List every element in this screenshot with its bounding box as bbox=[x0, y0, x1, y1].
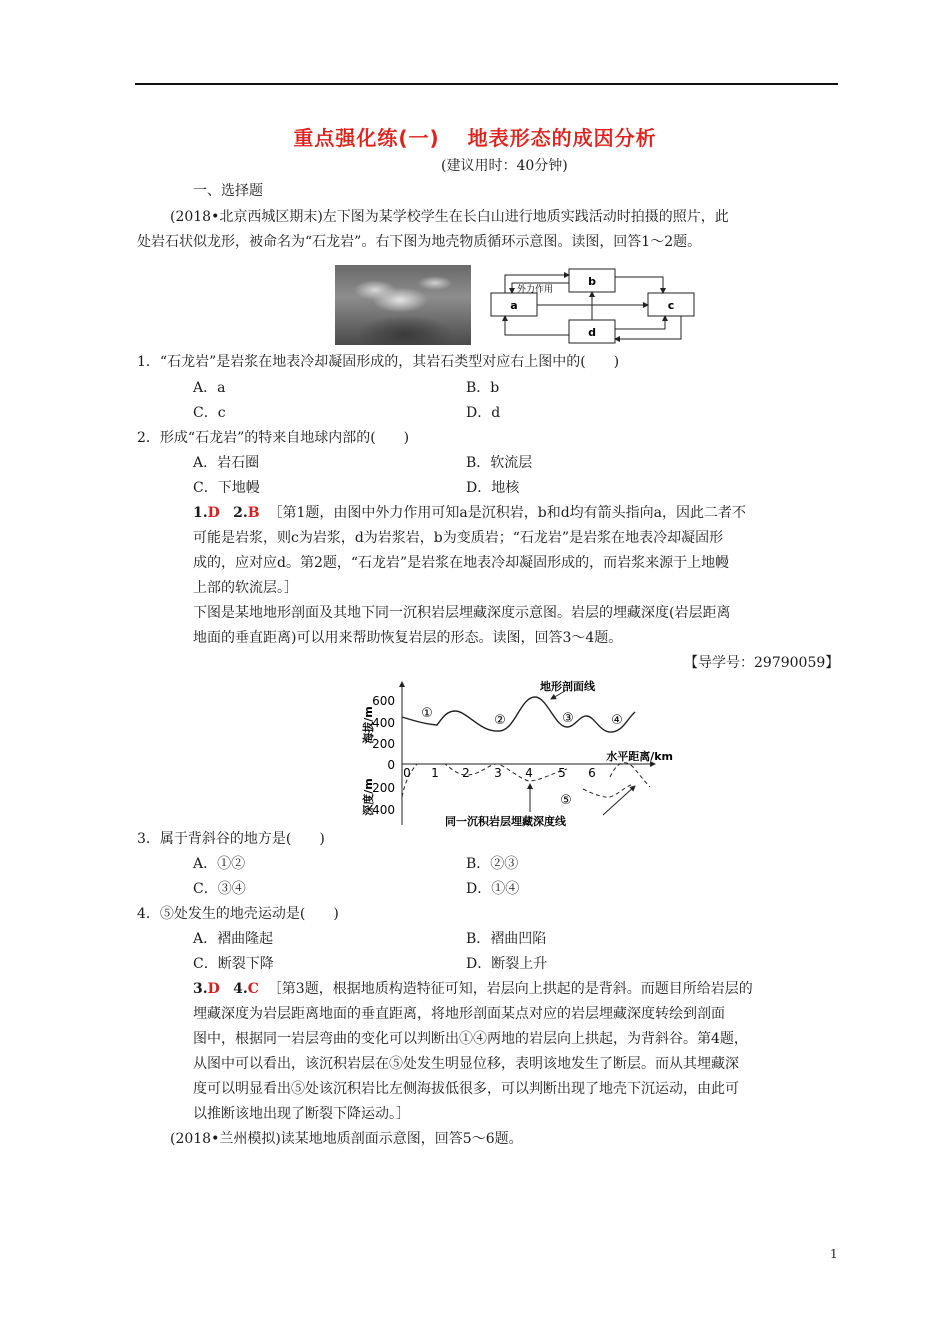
q2-option-d: D．地核 bbox=[466, 480, 520, 496]
box-b-label: b bbox=[588, 275, 596, 288]
answer12-line1 bbox=[193, 503, 746, 523]
depth-tick-400: 400 bbox=[372, 803, 395, 817]
answer34-line6: 以推断该地出现了断裂下降运动。］ bbox=[193, 1106, 410, 1122]
depth-line-left bbox=[402, 764, 567, 797]
terrain-profile-diagram bbox=[355, 677, 675, 827]
answer34-line3: 图中，根据同一岩层弯曲的变化可以判断出①④两地的岩层向上拱起，为背斜谷。第4题， bbox=[193, 1031, 748, 1047]
rock-cycle-diagram bbox=[485, 265, 695, 345]
answer34-line2: 埋藏深度为岩层距离地面的垂直距离，将地形剖面某点对应的岩层埋藏深度转绘到剖面 bbox=[193, 1006, 725, 1022]
marker-2: ② bbox=[494, 713, 506, 728]
y-tick-0: 0 bbox=[387, 758, 395, 772]
q1-option-b: B．b bbox=[466, 380, 500, 396]
q3-stem: 3．属于背斜谷的地方是( ) bbox=[137, 831, 325, 847]
answer4-key: C bbox=[247, 981, 259, 997]
answer12-line3: 成的，应对应d。第2题，“石龙岩”是岩浆在地表冷却凝固形成的，而岩浆来源于上地幔 bbox=[193, 555, 730, 571]
q1-stem: 1．“石龙岩”是岩浆在地表冷却凝固形成的，其岩石类型对应右上图中的( ) bbox=[137, 354, 620, 370]
stone-dragon-photo bbox=[335, 265, 471, 345]
depth-line-label: 同一沉积岩层埋藏深度线 bbox=[445, 815, 566, 827]
q1-option-d: D．d bbox=[466, 405, 501, 421]
title-part2: 地表形态的成因分析 bbox=[467, 126, 657, 150]
box-d-label: d bbox=[588, 326, 596, 339]
time-note: (建议用时：40分钟) bbox=[441, 158, 568, 174]
y-tick-200: 200 bbox=[372, 737, 395, 751]
section-heading: 一、选择题 bbox=[193, 183, 263, 199]
q2-option-c: C．下地幔 bbox=[193, 480, 260, 496]
terrain-line-label: 地形剖面线 bbox=[540, 680, 595, 693]
box-c-label: c bbox=[667, 299, 675, 312]
q4-option-b: B．褶曲凹陷 bbox=[466, 931, 547, 947]
x-tick-1: 1 bbox=[431, 766, 439, 780]
q4-option-a: A．褶曲隆起 bbox=[193, 931, 274, 947]
y-tick-600: 600 bbox=[372, 694, 395, 708]
marker-3: ③ bbox=[562, 711, 574, 726]
arrow-d-a bbox=[505, 316, 569, 335]
answer34-line1 bbox=[193, 979, 753, 999]
q3-option-c: C．③④ bbox=[193, 881, 246, 897]
answer12-line4: 上部的软流层。］ bbox=[193, 580, 298, 596]
answer12-line2: 可能是岩浆，则c为岩浆，d为岩浆岩，b为变质岩；“石龙岩”是岩浆在地表冷却凝固形 bbox=[193, 530, 724, 546]
q4-stem: 4．⑤处发生的地壳运动是( ) bbox=[137, 906, 339, 922]
title-part1: 重点强化练(一) bbox=[293, 126, 440, 150]
intro2-line1: 下图是某地地形剖面及其地下同一沉积岩层埋藏深度示意图。岩层的埋藏深度(岩层距离 bbox=[193, 605, 731, 621]
answer1-key: D bbox=[207, 505, 220, 521]
answer4-number: 4. bbox=[233, 981, 248, 997]
q2-stem: 2．形成“石龙岩”的特来自地球内部的( ) bbox=[137, 430, 410, 446]
answer3-number: 3. bbox=[193, 981, 208, 997]
intro2-line2: 地面的垂直距离)可以用来帮助恢复岩层的形态。读图，回答3～4题。 bbox=[193, 630, 623, 646]
answer34-text1: ［第3题，根据地质构造特征可知，岩层向上拱起的是背斜。而题目所给岩层的 bbox=[267, 981, 753, 997]
box-a-label: a bbox=[510, 299, 518, 312]
answer34-line5: 度可以明显看出⑤处该沉积岩比左侧海拔低很多，可以判断出现了地壳下沉运动，由此可 bbox=[193, 1081, 739, 1097]
terrain-profile-line bbox=[402, 697, 635, 732]
q4-option-c: C．断裂下降 bbox=[193, 956, 274, 972]
depth-line-fault-segment bbox=[583, 785, 631, 797]
x-tick-6: 6 bbox=[588, 766, 596, 780]
answer1-number: 1. bbox=[193, 505, 208, 521]
marker-4: ④ bbox=[611, 713, 623, 728]
intro1-line2: 处岩石状似龙形，被命名为“石龙岩”。右下图为地壳物质循环示意图。读图，回答1～2题。 bbox=[137, 234, 702, 250]
q1-option-a: A．a bbox=[193, 380, 226, 396]
q3-option-d: D．①④ bbox=[466, 881, 520, 897]
marker-5: ⑤ bbox=[560, 793, 572, 808]
answer2-key: B bbox=[247, 505, 260, 521]
x-tick-4: 4 bbox=[525, 766, 533, 780]
depth-line-right bbox=[610, 763, 650, 787]
header-rule bbox=[135, 83, 838, 85]
q1-option-c: C．c bbox=[193, 405, 226, 421]
page-number: 1 bbox=[830, 1247, 838, 1261]
answer34-line4: 从图中可以看出，该沉积岩层在⑤处发生明显位移，表明该地发生了断层。而从其埋藏深 bbox=[193, 1056, 739, 1072]
x-tick-3: 3 bbox=[494, 766, 502, 780]
q2-option-b: B．软流层 bbox=[466, 455, 533, 471]
intro1-line1: (2018•北京西城区期末)左下图为某学校学生在长白山进行地质实践活动时拍摄的照片，此 bbox=[170, 209, 729, 225]
y-upper-label: 海拔/m bbox=[362, 706, 375, 744]
y-lower-label: 深度/m bbox=[362, 778, 375, 816]
q3-option-b: B．②③ bbox=[466, 856, 519, 872]
arrow-c-d bbox=[615, 316, 681, 339]
q3-option-a: A．①② bbox=[193, 856, 246, 872]
depth-tick-200: 200 bbox=[372, 781, 395, 795]
intro3-line1: (2018•兰州模拟)读某地地质剖面示意图，回答5～6题。 bbox=[170, 1131, 523, 1147]
x-tick-0: 0 bbox=[403, 766, 411, 780]
q4-option-d: D．断裂上升 bbox=[466, 956, 548, 972]
y-tick-400: 400 bbox=[372, 716, 395, 730]
arrow-d-c bbox=[615, 316, 665, 329]
arrow-b-c bbox=[615, 277, 663, 293]
answer2-number: 2. bbox=[233, 505, 248, 521]
marker-1: ① bbox=[421, 706, 433, 721]
x-tick-5: 5 bbox=[558, 766, 566, 780]
guide-number: 【导学号：29790059】 bbox=[684, 655, 840, 671]
q2-option-a: A．岩石圈 bbox=[193, 455, 260, 471]
x-axis-label: 水平距离/km bbox=[606, 750, 673, 763]
x-tick-2: 2 bbox=[462, 766, 470, 780]
answer12-text1: ［第1题，由图中外力作用可知a是沉积岩，b和d均有箭头指向a，因此二者不 bbox=[268, 505, 747, 521]
arrow-label-external-force: 外力作用 bbox=[517, 285, 554, 295]
page-title bbox=[0, 122, 950, 151]
answer3-key: D bbox=[207, 981, 220, 997]
